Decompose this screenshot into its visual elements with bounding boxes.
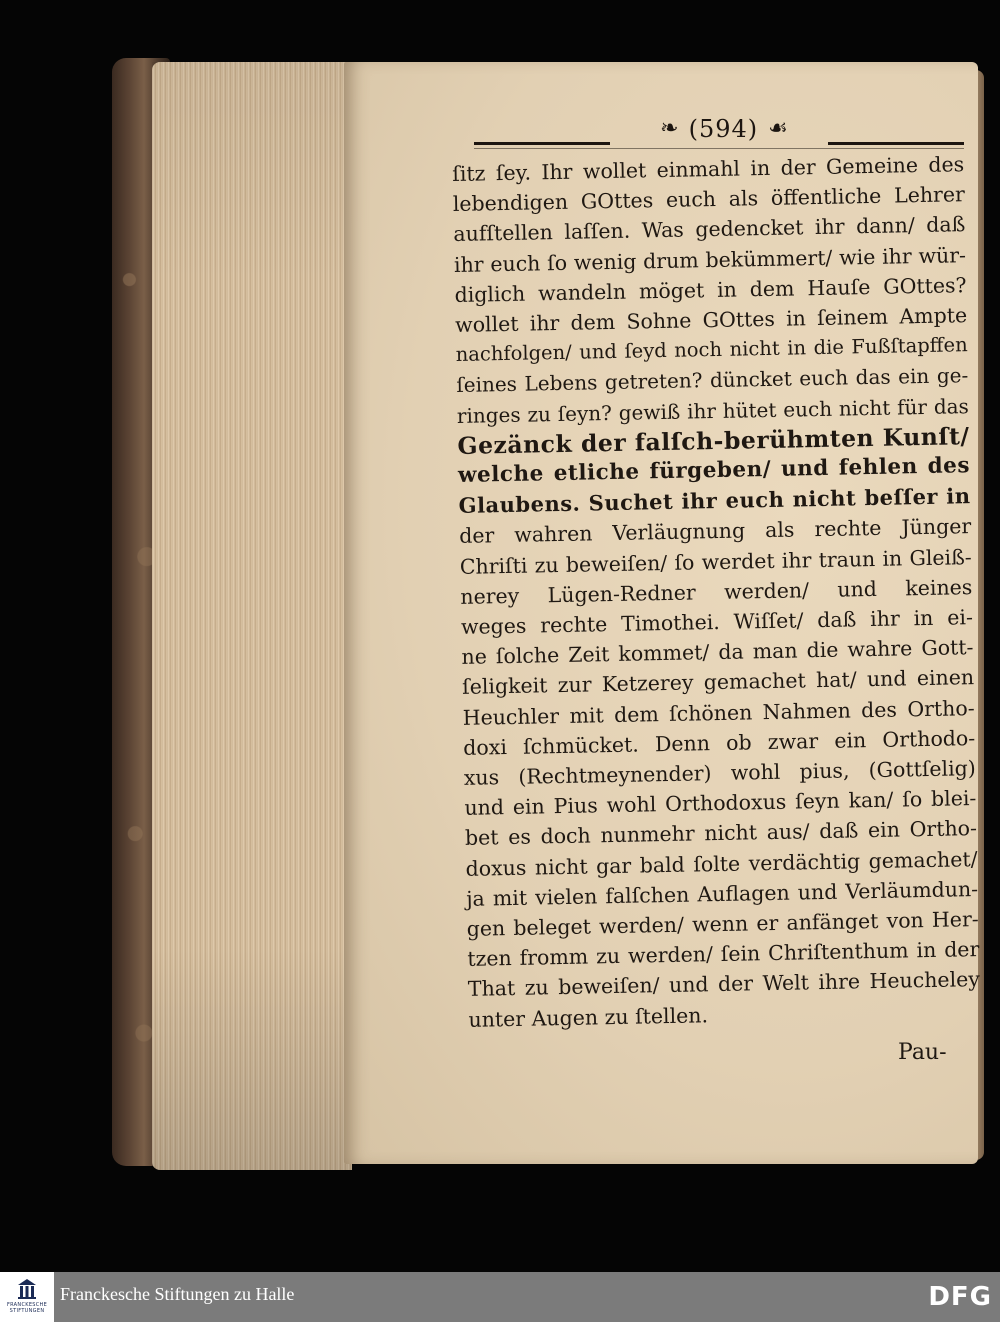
text-line: tzen fromm zu werden/ ſein Chriſtenthum in der [467,937,980,972]
text-line: ſeligkeit zur Ketzerey gemachet hat/ und einen [461,665,975,700]
institution-name[interactable]: Franckesche Stiftungen zu Halle [60,1284,295,1304]
text-line: unter Augen zu ſtellen. [468,1002,709,1032]
text-line: Chriſti zu beweiſen/ ſo werdet ihr traun in Gleiß- [459,544,972,579]
logo-caption: FRANCKESCHE STIFTUNGEN [6,1302,48,1314]
text-line: That zu beweiſen/ und der Welt ihre Heucheley [467,967,981,1002]
text-line: xus (Rechtmeynender) wohl pius, (Gottſelig) [463,756,977,790]
header-rule-left [474,142,610,145]
text-line: ringes zu ſeyn? gewiß ihr hütet euch nicht für das [456,393,970,428]
page-number: (594) [688,115,759,143]
dfg-logo[interactable]: DFG [928,1282,992,1312]
text-line: bet es doch nunmehr nicht aus/ daß ein Ortho- [464,816,978,851]
ornament-left-icon: ❧ [660,116,679,141]
text-line: doxi ſchmücket. Denn ob zwar ein Orthodo- [463,725,976,760]
text-line: lebendigen GOttes euch als öffentliche Lehrer [452,182,965,217]
text-line: welche etliche fürgeben/ und fehlen des [457,453,971,488]
text-line: ſeines Lebens getreten? düncket euch das ein ge- [456,363,969,398]
page-body-text [452,150,981,1040]
building-icon [18,1279,36,1299]
page-stack-edges [152,62,352,1170]
text-line: nerey Lügen-Redner werden/ und keines [460,574,973,609]
catchword: Pau- [898,1040,947,1065]
header-rule-right [828,142,964,145]
text-line: diglich wandeln möget in dem Hauſe GOttes? [454,272,967,307]
text-line: nachfolgen/ und ſeyd noch nicht in die Fußſtapffen [455,333,968,367]
ornament-right-icon: ☙ [768,116,788,141]
text-line: weges rechte Timothei. Wiſſet/ daß ihr in ei- [460,605,974,639]
text-line: wollet ihr dem Sohne GOttes in ſeinem Ampte [454,303,968,337]
text-line: und ein Pius wohl Orthodoxus ſeyn kan/ ſo blei- [464,786,977,821]
text-line: ne ſolche Zeit kommet/ da man die wahre Gott- [461,635,974,670]
text-line: Gezänck der falſch-berühmten Kunſt/ [457,421,970,460]
text-line: ja mit vielen falſchen Auflagen und Verläumdun- [465,876,979,911]
header-center [624,112,824,146]
text-line: Glaubens. Suchet ihr euch nicht beſſer in [458,483,971,519]
institution-logo[interactable] [0,1272,54,1322]
footer-bar [0,1272,1000,1322]
text-line: doxus nicht gar bald ſolte verdächtig gemachet/ [465,846,978,881]
text-line: aufſtellen laſſen. Was gedencket ihr dann/ daß [453,212,966,247]
text-line: ſitz ſey. Ihr wollet einmahl in der Gemeine des [452,152,965,186]
text-line: gen beleget werden/ wenn er anfänget von Her- [466,907,979,941]
page-header [474,112,964,152]
text-line: ihr euch ſo wenig drum bekümmert/ wie ihr wür- [453,242,967,277]
text-line: der wahren Verläugnung als rechte Jünger [458,514,972,549]
text-line: Heuchler mit dem ſchönen Nahmen des Ortho- [462,695,975,730]
header-rule-underline [474,148,964,149]
